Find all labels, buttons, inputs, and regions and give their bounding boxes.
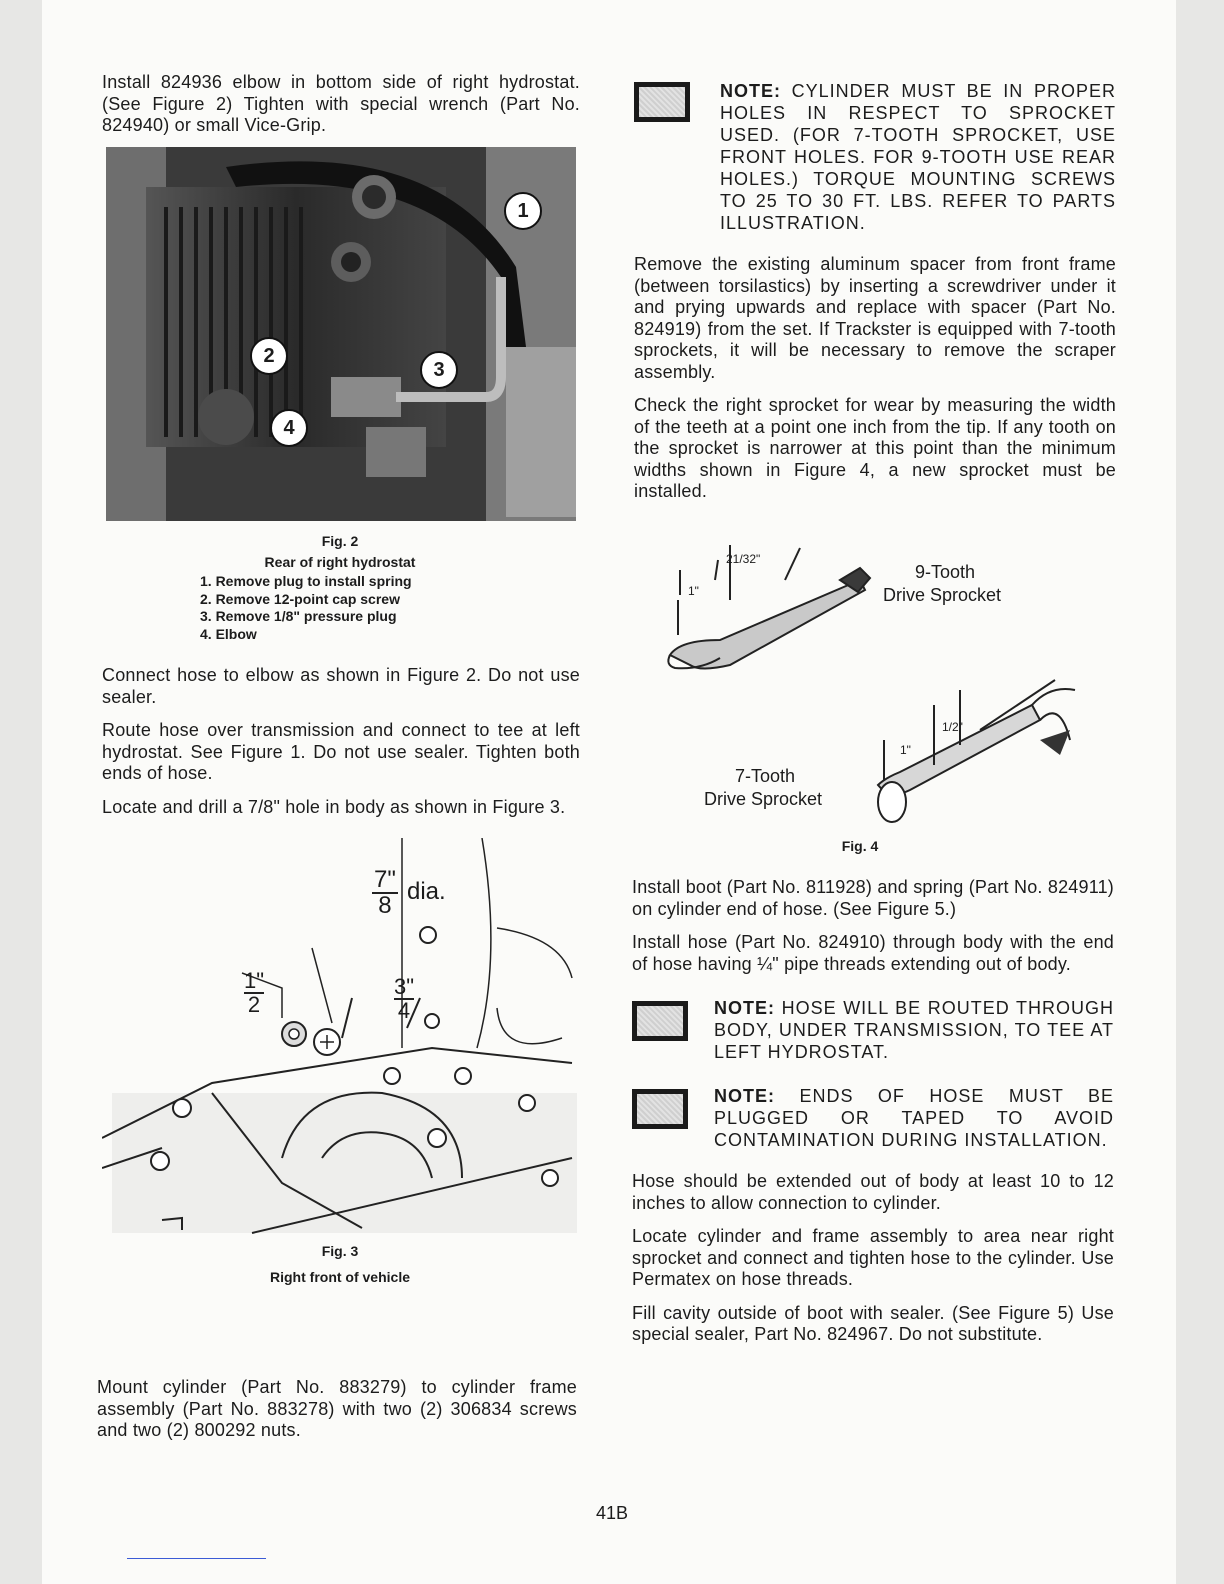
- paragraph-check-sprocket: Check the right sprocket for wear by measuring the width of the teeth at a point one inch from the tip. If any tooth on the sprocket is narrower at this point than the minimum widths shown in Figure 4, a new sprocket must be installed.: [634, 395, 1116, 501]
- right-offset-denominator: 4: [397, 998, 411, 1023]
- note-text: [720, 80, 1116, 234]
- note-text: [714, 997, 1114, 1063]
- note-icon: [634, 82, 690, 122]
- right-offset-numerator: 3": [394, 974, 415, 999]
- callout-1: 1: [504, 192, 542, 230]
- left-offset-fraction: [244, 970, 264, 1016]
- nine-tooth-inch: 1": [688, 584, 699, 598]
- nine-tooth-label-1: 9-Tooth: [915, 562, 976, 582]
- seven-tooth-label-1: 7-Tooth: [735, 766, 796, 786]
- note-body: HOSE WILL BE ROUTED THROUGH BODY, UNDER TRANSMISSION, TO TEE AT LEFT HYDROSTAT.: [714, 998, 1114, 1062]
- seven-tooth-inch: 1": [900, 743, 911, 757]
- note-hose-ends: [632, 1085, 1114, 1151]
- figure-3-caption: [200, 1242, 480, 1286]
- dia-numerator: 7": [374, 866, 396, 893]
- callout-2: 2: [250, 337, 288, 375]
- note-body: ENDS OF HOSE MUST BE PLUGGED OR TAPED TO AVOID CONTAMINATION DURING INSTALLATION.: [714, 1086, 1114, 1150]
- figure-4-drawing: [660, 540, 1110, 860]
- paragraph-mount-cylinder: Mount cylinder (Part No. 883279) to cylinder frame assembly (Part No. 883278) with two (2) 306834 screws and two (2) 800292 nuts.: [97, 1377, 577, 1440]
- legend-item: 3. Remove 1/8" pressure plug: [200, 608, 397, 624]
- legend-item: 1. Remove plug to install spring: [200, 573, 412, 589]
- paragraph-spacer: Remove the existing aluminum spacer from front frame (between torsilastics) by inserting a screwdriver under it and prying upwards and replace with spacer (Part No. 824919) from the set. If Trackster is equipped with 7-tooth sprockets, it will be necessary to remove the scraper assembly.: [634, 254, 1116, 382]
- dia-label: dia.: [407, 878, 446, 905]
- note-icon: [632, 1001, 688, 1041]
- right-offset-fraction: [394, 976, 414, 1022]
- note-hose-routing: [632, 997, 1114, 1063]
- figure-2-legend: [200, 573, 480, 643]
- right-column: [634, 80, 1116, 515]
- footer-divider: [127, 1558, 266, 1559]
- paragraph-route-hose: Route hose over transmission and connect to tee at left hydrostat. See Figure 1. Do not use sealer. Tighten both ends of hose.: [102, 720, 580, 783]
- dia-fraction: [372, 868, 398, 918]
- paragraph-connect-hose: Connect hose to elbow as shown in Figure 2. Do not use sealer.: [102, 665, 580, 707]
- callout-3: 3: [420, 351, 458, 389]
- seven-tooth-dimension: 1/2": [942, 720, 963, 734]
- note-body: CYLINDER MUST BE IN PROPER HOLES IN RESPECT TO SPROCKET USED. (FOR 7-TOOTH SPROCKET, USE FRONT HOLES. FOR 9-TOOTH USE REAR HOLES.) TORQUE MOUNTING SCREWS TO 25 TO 30 FT. LBS. REFER TO PARTS ILLUSTRATION.: [720, 81, 1116, 233]
- figure-2-title: Fig. 2: [321, 533, 359, 549]
- paragraph-fill-cavity: Fill cavity outside of boot with sealer. (See Figure 5) Use special sealer, Part No. 824967. Do not substitute.: [632, 1302, 1114, 1344]
- page-number: 41B: [595, 1503, 629, 1523]
- right-lower-text: [632, 877, 1114, 1358]
- dia-denominator: 8: [378, 892, 392, 919]
- nine-tooth-label-2: Drive Sprocket: [883, 585, 1002, 605]
- paragraph-install-boot: Install boot (Part No. 811928) and spring (Part No. 824911) on cylinder end of hose. (See Figure 5.): [632, 877, 1114, 919]
- paragraph-install-hose: Install hose (Part No. 824910) through body with the end of hose having ¼" pipe threads extending out of body.: [632, 932, 1114, 974]
- intro-paragraph: Install 824936 elbow in bottom side of right hydrostat. (See Figure 2) Tighten with special wrench (Part No. 824940) or small Vice-Grip.: [102, 72, 580, 135]
- legend-item: 2. Remove 12-point cap screw: [200, 590, 400, 607]
- seven-tooth-label-2: Drive Sprocket: [704, 789, 823, 809]
- left-column: [102, 72, 580, 149]
- figure-2-caption: [200, 532, 480, 643]
- left-bottom-text: [97, 1377, 577, 1454]
- nine-tooth-dimension: 21/32": [726, 552, 761, 566]
- figure-2-subtitle: Rear of right hydrostat: [264, 554, 416, 570]
- figure-3-drawing: [102, 838, 580, 1238]
- vehicle-front-diagram: [102, 838, 580, 1238]
- paragraph-locate-cylinder: Locate cylinder and frame assembly to area near right sprocket and connect and tighten hose to the cylinder. Use Permatex on hose threads.: [632, 1226, 1114, 1289]
- left-offset-denominator: 2: [247, 992, 261, 1017]
- figure-3-subtitle: Right front of vehicle: [270, 1269, 410, 1285]
- figure-4-title: Fig. 4: [841, 838, 879, 854]
- legend-item: 4. Elbow: [200, 625, 257, 642]
- paragraph-hose-extension: Hose should be extended out of body at least 10 to 12 inches to allow connection to cylinder.: [632, 1171, 1114, 1213]
- left-middle-text: [102, 665, 580, 830]
- note-label: NOTE:: [720, 81, 781, 101]
- callout-4: 4: [270, 409, 308, 447]
- note-text: [714, 1085, 1114, 1151]
- paragraph-drill-hole: Locate and drill a 7/8" hole in body as shown in Figure 3.: [102, 796, 566, 817]
- note-label: NOTE:: [714, 998, 775, 1018]
- left-offset-numerator: 1": [244, 968, 265, 993]
- note-label: NOTE:: [714, 1086, 775, 1106]
- figure-3-title: Fig. 3: [321, 1243, 359, 1259]
- note-icon: [632, 1089, 688, 1129]
- note-cylinder-holes: [634, 80, 1116, 234]
- figure-2-photo: [106, 147, 576, 521]
